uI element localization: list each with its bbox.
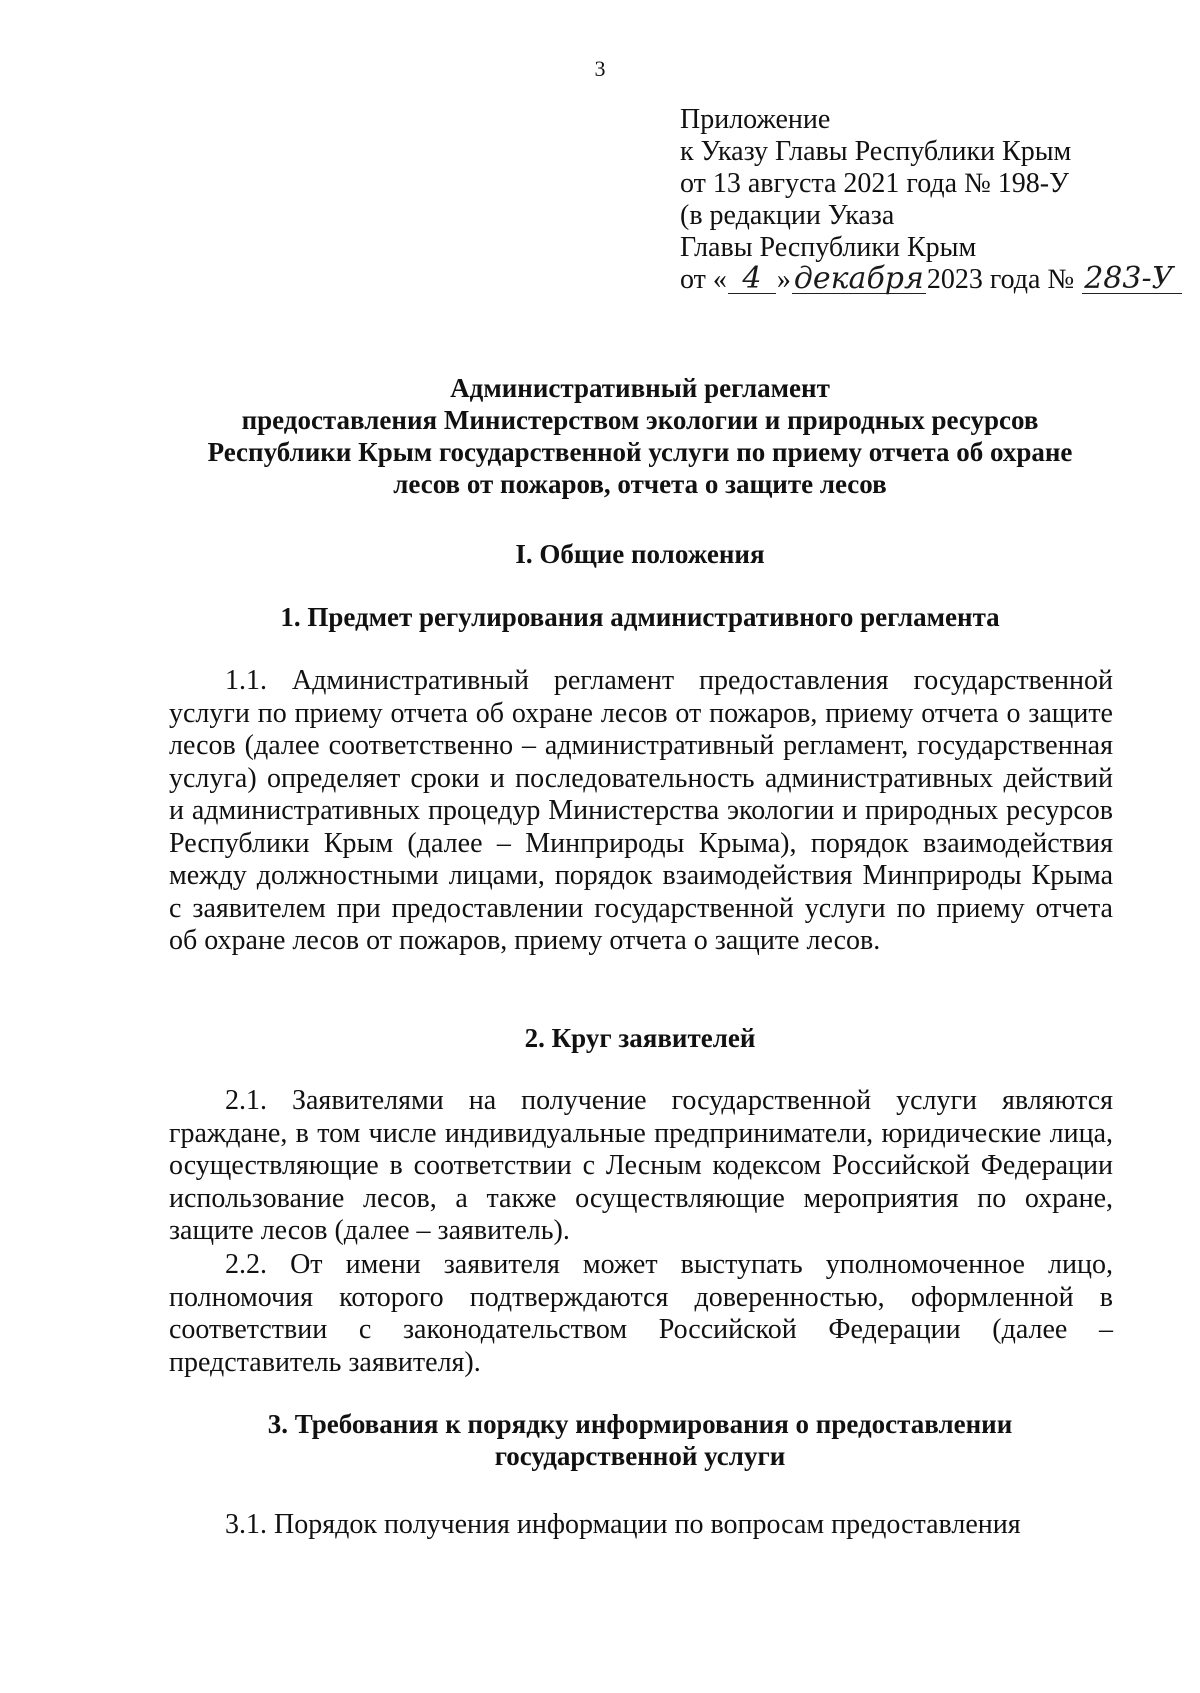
appendix-decree-date: от 13 августа 2021 года № 198-У bbox=[680, 168, 1069, 199]
section-3-heading-line-1: 3. Требования к порядку информирования о предоставлении bbox=[267, 1409, 1013, 1439]
handwritten-month: декабря bbox=[793, 261, 924, 296]
paragraph-1-1: 1.1. Административный регламент предоставления государственной услуги по приему отчета об охране лесов от пожаров, приему отчета о защите лесов (далее соответственно – административный регламент, государственная услуга) определяет сроки и последовательность административных действий и административных процедур Министерства экологии и природных ресурсов Республики Крым (далее – Минприроды Крыма), порядок взаимодействия между должностными лицами, порядок взаимодействия Минприроды Крыма с заявителем при предоставлении государственной услуги по приему отчета об охране лесов от пожаров, приему отчета о защите лесов. bbox=[169, 665, 1113, 956]
section-3-heading bbox=[150, 1408, 1130, 1472]
title-line-2: предоставления Министерством экологии и природных ресурсов bbox=[241, 405, 1039, 435]
page-number: 3 bbox=[594, 56, 606, 81]
appendix-label: Приложение bbox=[680, 104, 831, 135]
appendix-revision-date bbox=[680, 261, 1183, 296]
paragraph-2-2: 2.2. От имени заявителя может выступать уполномоченное лицо, полномочия которого подтверждаются доверенностью, оформленной в соответствии с законодательством Российской Федерации (далее – представитель заявителя). bbox=[169, 1249, 1113, 1378]
paragraph-3-1: 3.1. Порядок получения информации по вопросам предоставления bbox=[225, 1509, 1021, 1540]
title-line-3: Республики Крым государственной услуги по приему отчета об охране bbox=[207, 437, 1073, 467]
section-2-heading: 2. Круг заявителей bbox=[524, 1023, 756, 1053]
title-line-4: лесов от пожаров, отчета о защите лесов bbox=[393, 469, 887, 499]
appendix-block bbox=[680, 104, 1183, 296]
section-1-heading: 1. Предмет регулирования административного регламента bbox=[280, 602, 1000, 632]
handwritten-day: 4 bbox=[728, 265, 776, 294]
date-quote-close: » bbox=[776, 264, 791, 295]
title-line-1: Административный регламент bbox=[450, 373, 830, 403]
paragraph-2-1: 2.1. Заявителями на получение государственной услуги являются граждане, в том числе индивидуальные предприниматели, юридические лица, осуществляющие в соответствии с Лесным кодексом Российской Федерации использование лесов, а также осуществляющие мероприятия по охране, защите лесов (далее – заявитель). bbox=[169, 1085, 1113, 1246]
appendix-revision: (в редакции Указа bbox=[680, 200, 895, 231]
section-general-heading: I. Общие положения bbox=[515, 539, 765, 569]
appendix-revision-authority: Главы Республики Крым bbox=[680, 232, 977, 263]
appendix-decree-ref: к Указу Главы Республики Крым bbox=[680, 136, 1072, 167]
date-prefix: от « bbox=[680, 264, 727, 295]
section-3-heading-line-2: государственной услуги bbox=[494, 1441, 786, 1471]
handwritten-decree-number: 283-У bbox=[1082, 265, 1182, 294]
document-title bbox=[150, 372, 1130, 500]
date-year: 2023 года № bbox=[926, 264, 1075, 295]
